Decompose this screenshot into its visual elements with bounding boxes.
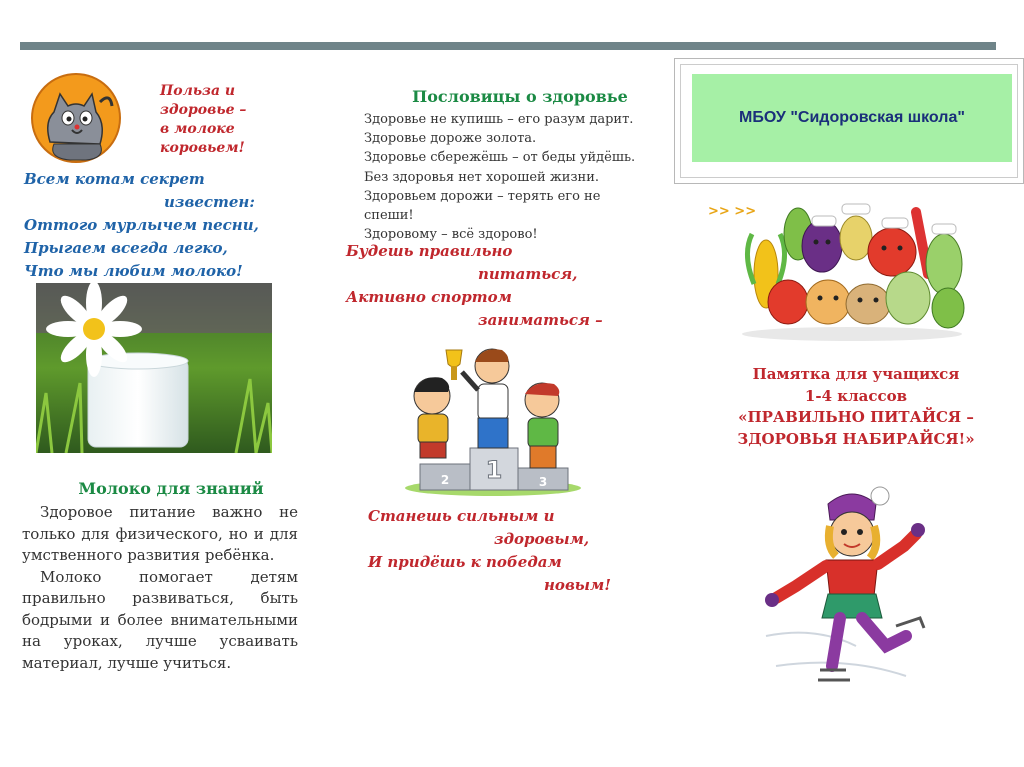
- motto-line: в молоке: [160, 121, 235, 137]
- proverb-item: Здоровьем дорожи – терять его не: [364, 188, 601, 204]
- poem-line: Что мы любим молоко!: [24, 262, 243, 280]
- verse-line: питаться,: [478, 265, 578, 283]
- proverb-item: Здоровому – всё здорово!: [364, 227, 538, 243]
- memo-line: «ПРАВИЛЬНО ПИТАЙСЯ –: [738, 408, 974, 426]
- daisy-milk-photo: [36, 283, 272, 453]
- cat-illustration: [30, 72, 122, 164]
- podium-label-3: 3: [538, 475, 548, 489]
- verse-line: заниматься –: [478, 311, 603, 329]
- top-divider: [20, 42, 996, 50]
- verse-line: И придёшь к победам: [368, 553, 562, 571]
- proverb-item: Здоровье дороже золота.: [364, 131, 537, 147]
- motto-line: здоровье –: [160, 102, 247, 118]
- proverb-item: Без здоровья нет хорошей жизни.: [364, 169, 600, 185]
- podium-label-1: 1: [485, 456, 503, 484]
- verse-line: Активно спортом: [346, 288, 512, 306]
- milk-paragraph: Здоровое питание важно не только для физического, но и для умственного развития ребёнка.: [22, 503, 298, 564]
- proverb-item: Здоровье не купишь – его разум дарит.: [364, 112, 634, 127]
- verse-line: Будешь правильно: [346, 242, 513, 260]
- poem-line: Прыгаем всегда легко,: [24, 239, 228, 257]
- proverbs-title: Пословицы о здоровье: [412, 87, 628, 106]
- poem-line: Всем котам секрет: [24, 170, 205, 188]
- chevron-right-icon: >> >>: [708, 204, 757, 219]
- kids-podium-illustration: [402, 336, 584, 498]
- memo-line: 1-4 классов: [804, 386, 908, 405]
- poem-line: известен:: [164, 193, 255, 211]
- poem-line: Оттого мурлычем песни,: [24, 216, 259, 234]
- verse-line: Станешь сильным и: [368, 507, 555, 525]
- school-name-box: МБОУ "Сидоровская школа": [692, 74, 1012, 162]
- verse-line: новым!: [544, 576, 611, 594]
- proverb-item: спеши!: [364, 208, 414, 224]
- milk-section-title: Молоко для знаний: [78, 479, 264, 498]
- vegetables-illustration: [732, 194, 972, 342]
- cat-poem: [24, 168, 304, 283]
- milk-section-text: [22, 502, 298, 674]
- motto-line: коровьем!: [160, 140, 245, 156]
- memo-title: [696, 364, 1016, 450]
- motto-line: Польза и: [160, 83, 236, 99]
- milk-paragraph: Молоко помогает детям правильно развиваться, быть бодрыми и более внимательными на уроках, лучше усваивать материал, лучше учиться.: [22, 567, 298, 672]
- proverb-item: Здоровье сбережёшь – от беды уйдёшь.: [364, 150, 636, 166]
- verse-line: здоровым,: [494, 530, 590, 548]
- podium-label-2: 2: [440, 473, 450, 487]
- proverbs-list: [364, 110, 674, 244]
- memo-line: ЗДОРОВЬЯ НАБИРАЙСЯ!»: [737, 429, 975, 448]
- strong-healthy-verse: [368, 505, 658, 597]
- memo-line: Памятка для учащихся: [752, 365, 960, 383]
- girl-skater-illustration: [756, 486, 932, 708]
- milk-motto: [160, 82, 280, 158]
- eat-right-verse: [346, 240, 646, 332]
